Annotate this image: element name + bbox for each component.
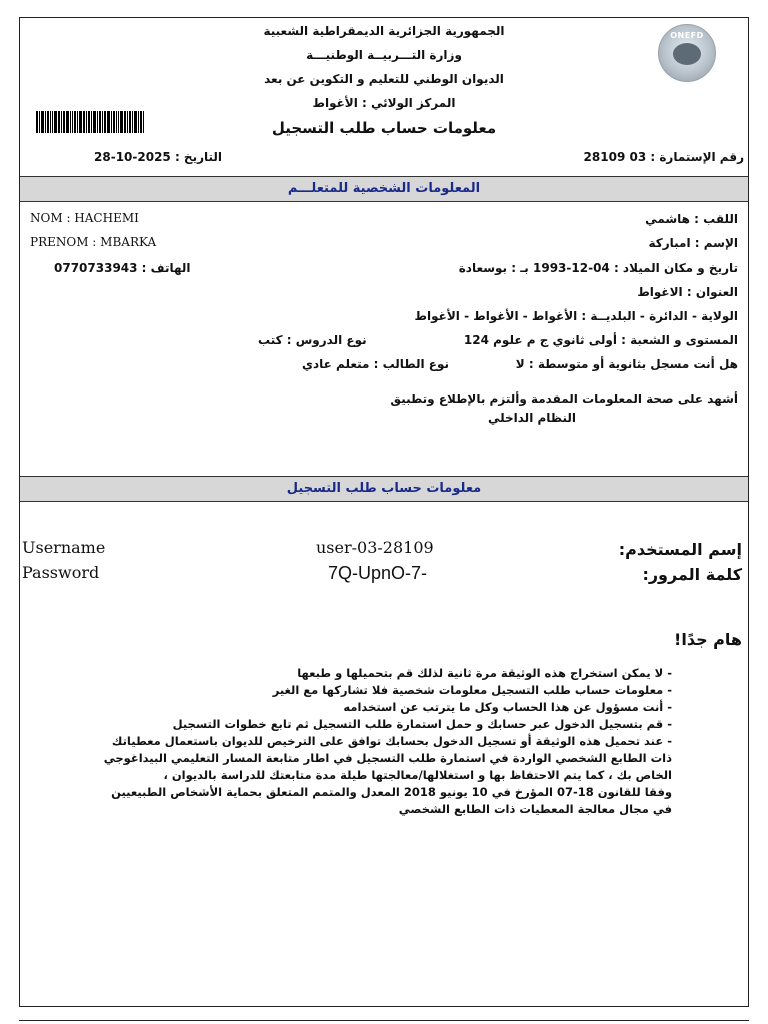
important-item: - لا يمكن استخراج هذه الوثيقة مرة ثانية لذلك قم بتحميلها و طبعها bbox=[297, 666, 672, 680]
section-account-header: معلومات حساب طلب التسجيل bbox=[20, 476, 748, 502]
important-title: هام جدًا! bbox=[674, 630, 742, 649]
important-item: ذات الطابع الشخصي الواردة في استمارة طلب التسجيل في اطار متابعة المسار التعليمي البيداغوجي bbox=[103, 751, 672, 765]
phone-field: الهاتف : 0770733943 bbox=[54, 261, 191, 275]
password-label-ar: كلمة المرور: bbox=[642, 565, 742, 584]
pledge-line-1: أشهد على صحة المعلومات المقدمة وألتزم بالإطلاع وتطبيق bbox=[390, 392, 738, 406]
laqab-field: اللقب : هاشمي bbox=[645, 212, 738, 226]
username-label: Username bbox=[22, 538, 106, 557]
study-type-field: نوع الدروس : كتب bbox=[258, 333, 367, 347]
level-field: المستوى و الشعبة : أولى ثانوي ج م علوم 124 bbox=[463, 333, 738, 347]
address-field: العنوان : الاغواط bbox=[637, 285, 738, 299]
pledge-line-2: النظام الداخلي bbox=[487, 411, 576, 425]
form-number: رقم الإستمارة : 03 28109 bbox=[583, 150, 744, 164]
student-type-field: نوع الطالب : متعلم عادي bbox=[302, 357, 450, 371]
logo-text: ONEFD bbox=[670, 31, 704, 40]
document-frame bbox=[19, 17, 749, 1007]
important-item: في مجال معالجة المعطيات ذات الطابع الشخصي bbox=[398, 802, 672, 816]
header-republic: الجمهورية الجزائرية الديمقراطية الشعبية bbox=[263, 24, 505, 38]
form-date: التاريخ : 2025-10-28 bbox=[94, 150, 223, 164]
header-center: المركز الولائي : الأغواط bbox=[312, 96, 456, 110]
header-ministry: وزارة التـــربيــة الوطنيـــة bbox=[306, 48, 462, 62]
header-onefd: الديوان الوطني للتعليم و التكوين عن بعد bbox=[264, 72, 504, 86]
password-value: 7Q-UpnO-7- bbox=[328, 563, 428, 583]
important-item: الخاص بك ، كما يتم الاحتفاظ بها و استغلالها/معالجتها طيلة مدة متابعتك للدراسة بالديوان ، bbox=[163, 768, 672, 782]
important-item: وفقا للقانون 18-07 المؤرخ في 10 يونيو 2018 المعدل والمتمم المتعلق بحماية الأشخاص الطبيعيين bbox=[111, 785, 672, 799]
page-title: معلومات حساب طلب التسجيل bbox=[271, 119, 497, 137]
prenom-latin: PRENOM : MBARKA bbox=[30, 235, 157, 249]
important-item: - أنت مسؤول عن هذا الحساب وكل ما يترتب عن استخدامه bbox=[343, 700, 672, 714]
username-value: user-03-28109 bbox=[316, 538, 434, 557]
important-item: - عند تحميل هذه الوثيقة أو تسجيل الدخول بحسابك توافق على الترخيص للديوان باستعمال معطياتك bbox=[111, 734, 672, 748]
username-label-ar: إسم المستخدم: bbox=[618, 540, 742, 559]
bottom-divider bbox=[19, 1020, 749, 1021]
location-field: الولاية - الدائرة - البلديــة : الأغواط - الأغواط - الأغواط bbox=[414, 309, 738, 323]
nom-latin: NOM : HACHEMI bbox=[30, 211, 139, 225]
section-personal-header: المعلومات الشخصية للمتعلـــم bbox=[20, 176, 748, 202]
password-label: Password bbox=[22, 563, 100, 582]
registered-field: هل أنت مسجل بثانوية أو متوسطة : لا bbox=[515, 357, 738, 371]
birth-field: تاريخ و مكان الميلاد : 04-12-1993 بـ : بوسعادة bbox=[458, 261, 738, 275]
ism-field: الإسم : امباركة bbox=[648, 236, 738, 250]
barcode bbox=[36, 111, 170, 133]
important-item: - قم بتسجيل الدخول عبر حسابك و حمل استمارة طلب التسجيل ثم تابع خطوات التسجيل bbox=[172, 717, 672, 731]
important-item: - معلومات حساب طلب التسجيل معلومات شخصية فلا تشاركها مع الغير bbox=[272, 683, 672, 697]
important-list bbox=[32, 665, 672, 818]
